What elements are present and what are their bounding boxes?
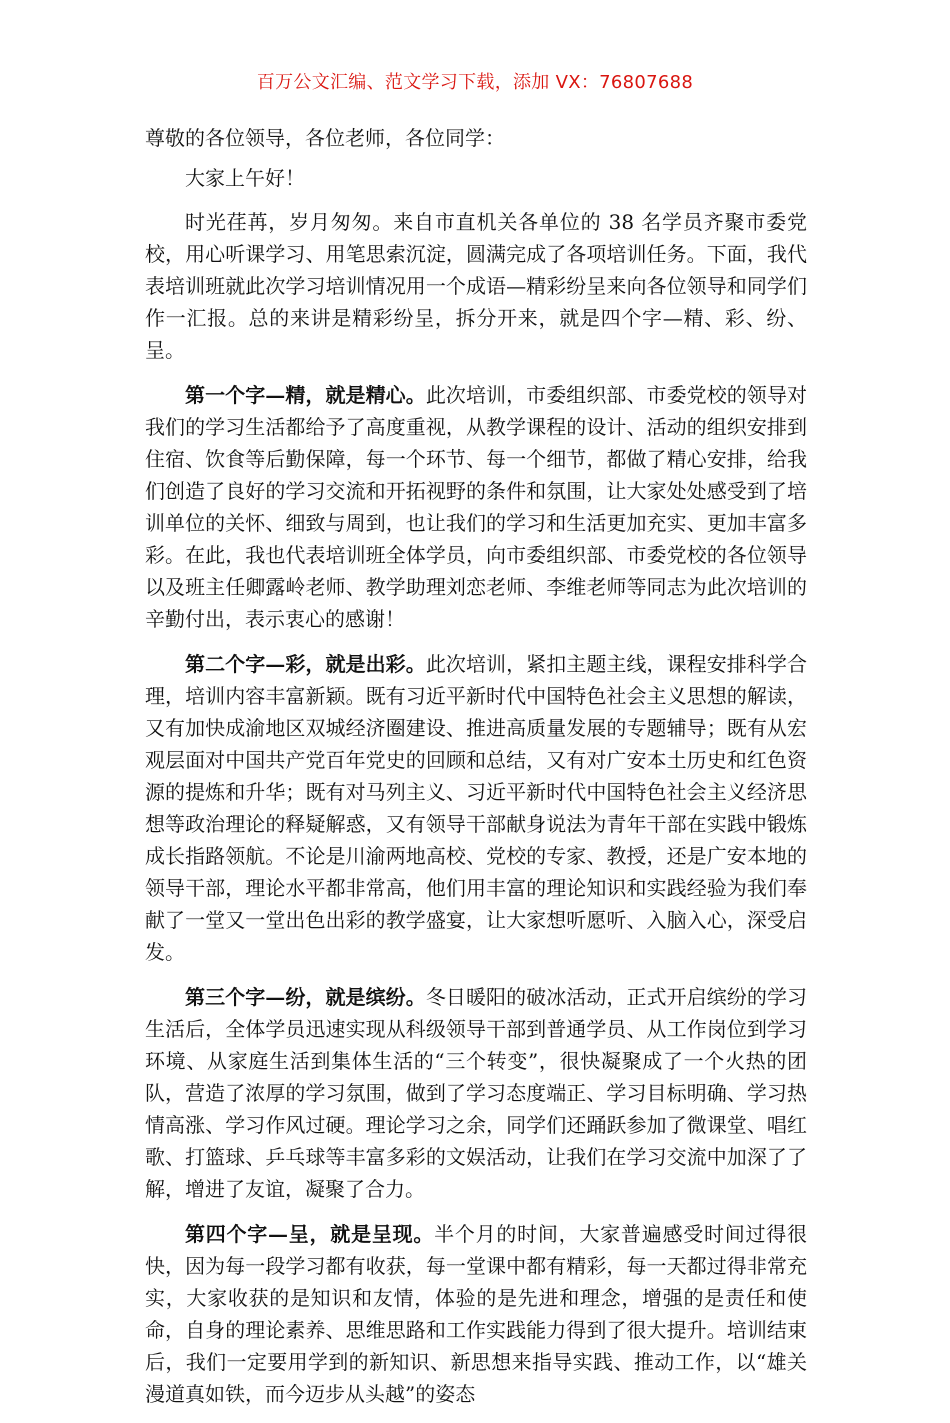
paragraph-fen [145,981,807,1205]
paragraph-text: 此次培训，紧扣主题主线，课程安排科学合理，培训内容丰富新颖。既有习近平新时代中国特色社会主义思想的解读，又有加快成渝地区双城经济圈建设、推进高质量发展的专题辅导；既有从宏观层面对中国共产党百年党史的回顾和总结，又有对广安本土历史和红色资源的提炼和升华；既有对马列主义、习近平新时代中国特色社会主义经济思想等政治理论的释疑解惑，又有领导干部献身说法为青年干部在实践中锻炼成长指路领航。不论是川渝两地高校、党校的专家、教授，还是广安本地的领导干部，理论水平都非常高，他们用丰富的理论知识和实践经验为我们奉献了一堂又一堂出色出彩的教学盛宴，让大家想听愿听、入脑入心，深受启发。 [145,652,808,964]
paragraph-text: 冬日暖阳的破冰活动，正式开启缤纷的学习生活后，全体学员迅速实现从科级领导干部到普通学员、从工作岗位到学习环境、从家庭生活到集体生活的“三个转变”，很快凝聚成了一个火热的团队，营造了浓厚的学习氛围，做到了学习态度端正、学习目标明确、学习热情高涨、学习作风过硬。理论学习之余，同学们还踊跃参加了微课堂、唱红歌、打篮球、乒乓球等丰富多彩的文娱活动，让我们在学习交流中加深了了解，增进了友谊，凝聚了合力。 [145,985,808,1201]
paragraph-lead: 第一个字—精，就是精心。 [185,383,426,407]
paragraph-text: 半个月的时间，大家普遍感受时间过得很快，因为每一段学习都有收获，每一堂课中都有精彩，每一天都过得非常充实，大家收获的是知识和友情，体验的是先进和理念，增强的是责任和使命，自身的理论素养、思维思路和工作实践能力得到了很大提升。培训结束后，我们一定要用学到的新知识、新思想来指导实践、推动工作，以“雄关漫道真如铁，而今迈步从头越”的姿态 [145,1222,808,1406]
greeting: 大家上午好！ [185,166,305,190]
salutation: 尊敬的各位领导，各位老师，各位同学： [145,126,505,150]
paragraph-cai [145,648,807,968]
download-banner: 百万公文汇编、范文学习下载，添加 VX：76807688 [256,72,694,93]
paragraph-lead: 第三个字—纷，就是缤纷。 [185,985,426,1009]
paragraph-intro [145,206,807,366]
paragraph-jing [145,379,807,635]
paragraph-text: 时光荏苒，岁月匆匆。来自市直机关各单位的 38 名学员齐聚市委党校，用心听课学习、用笔思索沉淀，圆满完成了各项培训任务。下面，我代表培训班就此次学习培训情况用一个成语—精彩纷呈来向各位领导和同学们作一汇报。总的来讲是精彩纷呈，拆分开来，就是四个字—精、彩、纷、呈。 [145,210,807,362]
paragraph-lead: 第四个字—呈，就是呈现。 [185,1222,435,1246]
speech-document [145,122,807,1423]
paragraph-text: 此次培训，市委组织部、市委党校的领导对我们的学习生活都给予了高度重视，从教学课程的设计、活动的组织安排到住宿、饮食等后勤保障，每一个环节、每一个细节，都做了精心安排，给我们创造了良好的学习交流和开拓视野的条件和氛围，让大家处处感受到了培训单位的关怀、细致与周到，也让我们的学习和生活更加充实、更加丰富多彩。在此，我也代表培训班全体学员，向市委组织部、市委党校的各位领导以及班主任卿露岭老师、教学助理刘恋老师、李维老师等同志为此次培训的辛勤付出，表示衷心的感谢！ [145,383,808,631]
paragraph-cheng [145,1218,807,1410]
paragraph-lead: 第二个字—彩，就是出彩。 [185,652,426,676]
